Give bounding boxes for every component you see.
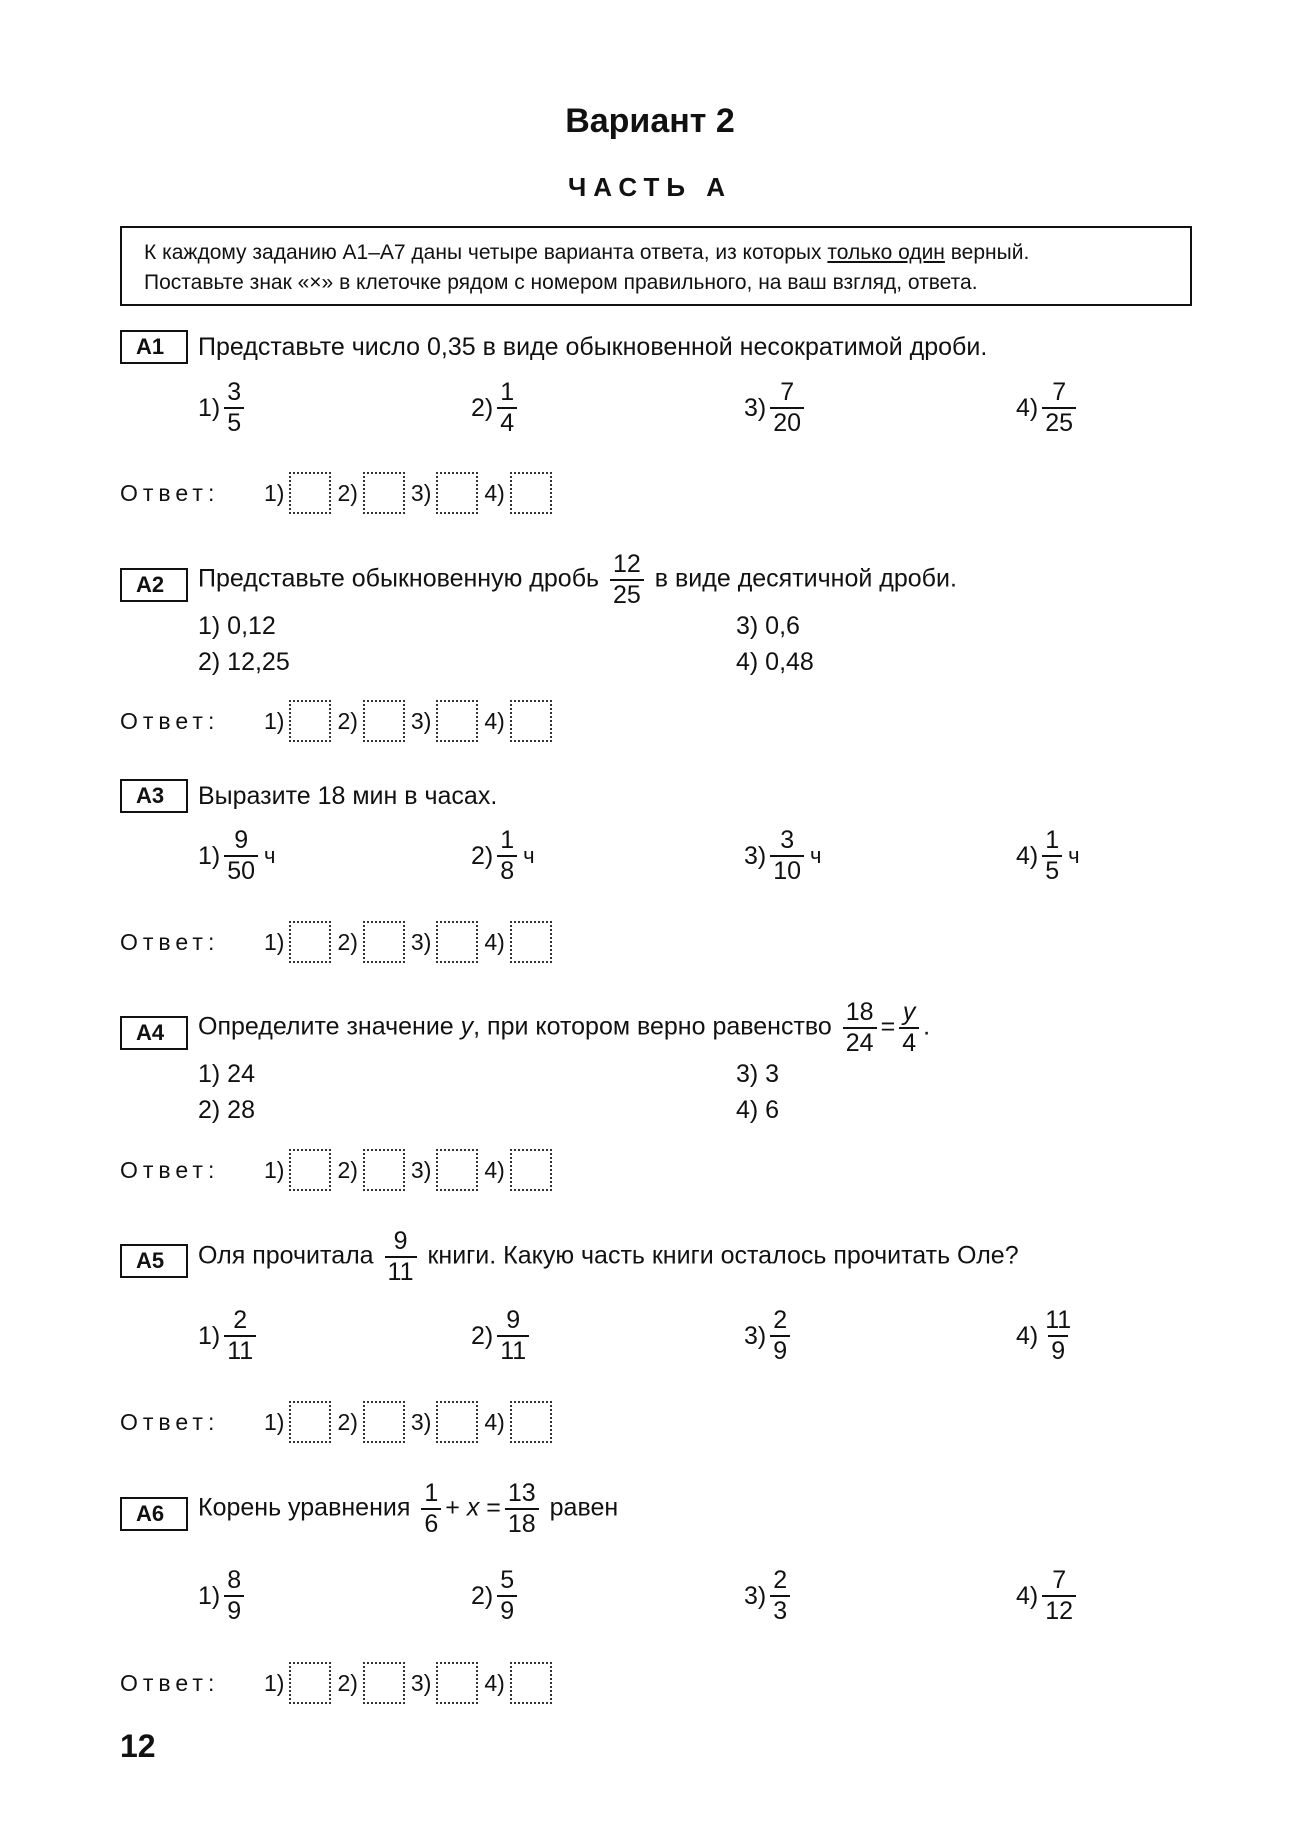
a1-option-1: 1) $\frac{3}{5}$: [198, 378, 248, 438]
question-text-a5: Оля прочитала $\frac{9}{11}$ книги. Какую часть книги осталось прочитать Оле?: [198, 1227, 1019, 1286]
a1-option-3: 3) $\frac{7}{20}$: [744, 378, 808, 438]
a3-answer-box-4[interactable]: [510, 921, 552, 963]
a5-answer-box-3[interactable]: [436, 1401, 478, 1443]
a5-option-2: 2) $\frac{9}{11}$: [471, 1306, 533, 1366]
instructions-box: [120, 226, 1192, 306]
a2-option-1: 1) 0,12: [198, 612, 276, 640]
question-label-a5: А5: [120, 1244, 188, 1278]
a2-option-2: 2) 12,25: [198, 648, 290, 676]
a6-answer-row: Ответ: 1) 2) 3) 4): [120, 1662, 552, 1704]
a3-answer-box-2[interactable]: [363, 921, 405, 963]
question-text-a3: Выразите 18 мин в часах.: [198, 782, 498, 810]
question-label-a3: А3: [120, 779, 188, 813]
a3-option-2: 2) $\frac{1}{8}$ ч: [471, 826, 535, 885]
a3-answer-row: Ответ: 1) 2) 3) 4): [120, 921, 552, 963]
instructions-line-2: Поставьте знак «×» в клеточке рядом с номером правильного, на ваш взгляд, ответа.: [144, 271, 978, 294]
a5-answer-box-4[interactable]: [510, 1401, 552, 1443]
a5-answer-box-1[interactable]: [289, 1401, 331, 1443]
a2-answer-box-4[interactable]: [510, 700, 552, 742]
a4-option-2: 2) 28: [198, 1096, 255, 1124]
a4-option-4: 4) 6: [736, 1096, 780, 1124]
a5-answer-box-2[interactable]: [363, 1401, 405, 1443]
a2-answer-row: Ответ: 1) 2) 3) 4): [120, 700, 552, 742]
a4-answer-box-3[interactable]: [436, 1149, 478, 1191]
question-text-a6: Корень уравнения $\frac{1}{6}$ + x = $\frac{13}{18}$ равен: [198, 1479, 619, 1538]
a6-answer-box-2[interactable]: [363, 1662, 405, 1704]
a4-answer-box-1[interactable]: [289, 1149, 331, 1191]
a4-answer-box-2[interactable]: [363, 1149, 405, 1191]
a6-answer-box-3[interactable]: [436, 1662, 478, 1704]
a1-option-4: 4) $\frac{7}{25}$: [1016, 378, 1080, 438]
a6-answer-box-1[interactable]: [289, 1662, 331, 1704]
a6-answer-box-4[interactable]: [510, 1662, 552, 1704]
a5-option-3: 3) $\frac{2}{9}$: [744, 1306, 794, 1366]
a1-answer-box-1[interactable]: [289, 472, 331, 514]
question-label-a4: А4: [120, 1016, 188, 1050]
a3-option-1: 1) $\frac{9}{50}$ ч: [198, 826, 276, 885]
a5-option-4: 4) $\frac{11}{9}$: [1016, 1306, 1072, 1365]
a1-answer-box-2[interactable]: [363, 472, 405, 514]
page-number: 12: [120, 1728, 156, 1764]
question-text-a4: Определите значение y, при котором верно равенство $\frac{18}{24}$ = $\frac{y}{4}$ .: [198, 998, 931, 1057]
a2-option-4: 4) 0,48: [736, 648, 814, 676]
a4-answer-box-4[interactable]: [510, 1149, 552, 1191]
a3-option-3: 3) $\frac{3}{10}$ ч: [744, 826, 822, 885]
question-label-a1: А1: [120, 330, 188, 364]
a6-option-4: 4) $\frac{7}{12}$: [1016, 1566, 1080, 1626]
a6-option-1: 1) $\frac{8}{9}$: [198, 1566, 248, 1626]
a5-answer-row: Ответ: 1) 2) 3) 4): [120, 1401, 552, 1443]
a4-answer-row: Ответ: 1) 2) 3) 4): [120, 1149, 552, 1191]
a1-answer-box-4[interactable]: [510, 472, 552, 514]
a1-option-2: 2) $\frac{1}{4}$: [471, 378, 521, 438]
page-title: Вариант 2: [565, 102, 735, 140]
question-label-a6: А6: [120, 1497, 188, 1531]
a2-answer-box-3[interactable]: [436, 700, 478, 742]
a1-answer-box-3[interactable]: [436, 472, 478, 514]
question-text-a1: Представьте число 0,35 в виде обыкновенной несократимой дроби.: [198, 333, 988, 361]
instructions-emphasis: только один: [827, 241, 945, 264]
part-heading: ЧАСТЬ А: [567, 172, 733, 202]
a1-answer-row: Ответ: 1) 2) 3) 4): [120, 472, 552, 514]
a6-option-2: 2) $\frac{5}{9}$: [471, 1566, 521, 1626]
question-text-a2: Представьте обыкновенную дробь $\frac{12}{25}$ в виде десятичной дроби.: [198, 550, 957, 609]
a2-option-3: 3) 0,6: [736, 612, 800, 640]
a3-answer-box-1[interactable]: [289, 921, 331, 963]
question-label-a2: А2: [120, 568, 188, 602]
a4-option-3: 3) 3: [736, 1060, 780, 1088]
instructions-line-1: К каждому заданию А1–А7 даны четыре варианта ответа, из которых только один верный.: [144, 241, 1030, 264]
a2-answer-box-2[interactable]: [363, 700, 405, 742]
a5-option-1: 1) $\frac{2}{11}$: [198, 1306, 260, 1366]
a3-answer-box-3[interactable]: [436, 921, 478, 963]
a4-option-1: 1) 24: [198, 1060, 255, 1088]
a3-option-4: 4) $\frac{1}{5}$ ч: [1016, 826, 1080, 885]
a6-option-3: 3) $\frac{2}{3}$: [744, 1566, 794, 1626]
a2-answer-box-1[interactable]: [289, 700, 331, 742]
